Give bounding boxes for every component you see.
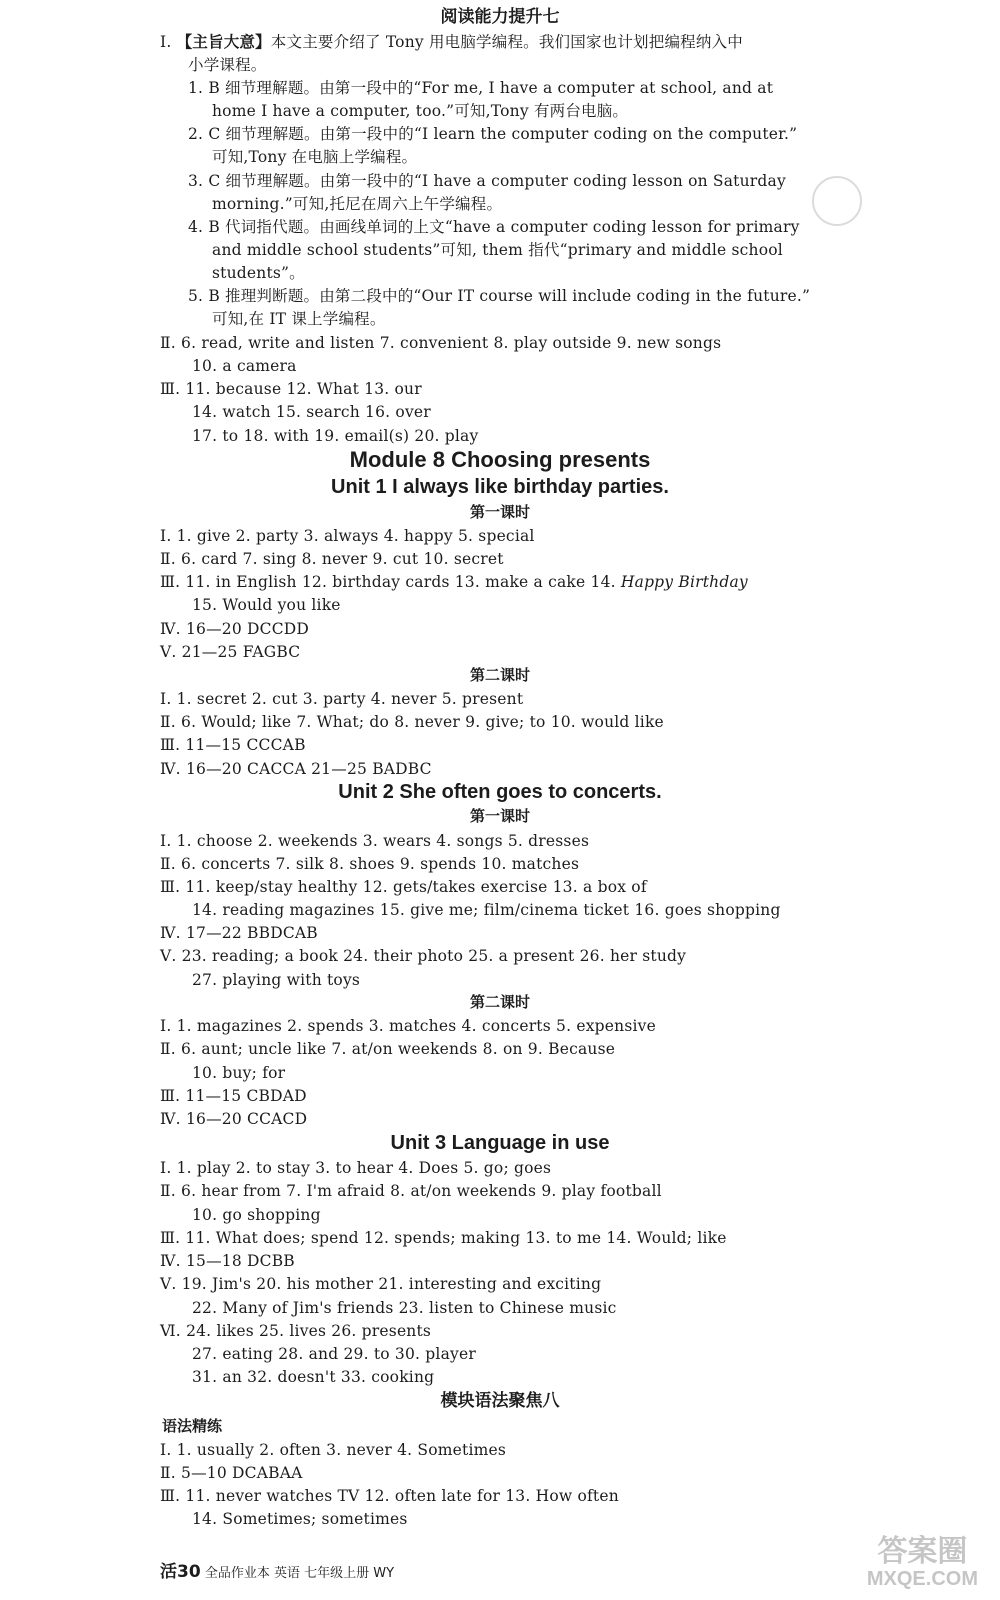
u2l1-iii-cont: 14. reading magazines 15. give me; film/cinema ticket 16. goes shopping [192, 901, 781, 919]
answers: 6. card 7. sing 8. never 9. cut 10. secret [181, 550, 504, 568]
answers: 6. Would; like 7. What; do 8. never 9. give; to 10. would like [181, 713, 664, 731]
grammar-title: 模块语法聚焦八 [440, 1391, 560, 1411]
u3-v-cont: 22. Many of Jim's friends 23. listen to Chinese music [192, 1299, 617, 1317]
u2l1-iv [160, 922, 318, 944]
answers: 1. usually 2. often 3. never 4. Sometimes [176, 1441, 507, 1459]
roman-label: Ⅲ. [160, 1087, 181, 1105]
roman-label: Ⅰ. [160, 832, 172, 850]
u2l2-ii [160, 1038, 615, 1060]
reading-q4-line3: students”。 [212, 264, 305, 282]
reading-iii [160, 378, 422, 400]
roman-label: Ⅰ. [160, 1441, 172, 1459]
reading-q4-line1: 4. B 代词指代题。由画线单词的上文“have a computer coding lesson for primary [188, 218, 800, 236]
grammar-iii [160, 1485, 619, 1507]
unit1-title: Unit 1 I always like birthday parties. [331, 476, 669, 498]
book-info: 全品作业本 英语 七年级上册 WY [204, 1566, 395, 1581]
u2l2-iv [160, 1108, 307, 1130]
answers: 16—20 CACCA 21—25 BADBC [185, 760, 432, 778]
roman-label: Ⅰ. [160, 690, 172, 708]
u1l2-iv [160, 758, 432, 780]
answers: 16—20 CCACD [185, 1110, 308, 1128]
u2l1-ii [160, 853, 579, 875]
u2l2-iii [160, 1085, 307, 1107]
u1l1-i [160, 525, 535, 547]
roman-label: Ⅲ. [160, 878, 181, 896]
u3-i [160, 1157, 551, 1179]
answers: 11. because 12. What 13. our [185, 380, 422, 398]
answers: 11. keep/stay healthy 12. gets/takes exercise 13. a box of [185, 878, 647, 896]
module-title: Module 8 Choosing presents [349, 447, 651, 472]
answers: 23. reading; a book 24. their photo 25. a present 26. her study [181, 947, 687, 965]
reading-q1-line1: 1. B 细节理解题。由第一段中的“For me, I have a computer at school, and at [188, 79, 774, 97]
unit3-title: Unit 3 Language in use [390, 1132, 610, 1154]
watermark-line2: MXQE.COM [866, 1568, 978, 1590]
unit2-lesson1-heading: 第一课时 [469, 807, 530, 825]
roman-label: Ⅲ. [160, 736, 181, 754]
u1l2-i [160, 688, 523, 710]
stamp-icon [812, 176, 862, 226]
answers: 1. choose 2. weekends 3. wears 4. songs 5. dresses [176, 832, 590, 850]
page-footer [160, 1562, 394, 1584]
roman-label: Ⅰ. [160, 1159, 172, 1177]
u2l2-i [160, 1015, 656, 1037]
u2l1-i [160, 830, 589, 852]
watermark-line1: 答案圈 [877, 1535, 968, 1568]
answer-italic: Happy Birthday [620, 573, 748, 591]
roman-label: Ⅳ. [160, 1110, 181, 1128]
u2l1-v-cont: 27. playing with toys [192, 971, 361, 989]
watermark-logo [867, 1536, 978, 1590]
reading-ii [160, 332, 721, 354]
intro-text: 本文主要介绍了 Tony 用电脑学编程。我们国家也计划把编程纳入中 [270, 33, 743, 51]
roman-label: Ⅳ. [160, 620, 181, 638]
unit1-lesson2-heading: 第二课时 [469, 666, 530, 684]
roman-label: Ⅱ. [160, 550, 176, 568]
answers: 11. never watches TV 12. often late for 13. How often [185, 1487, 619, 1505]
roman-label: Ⅰ. [160, 33, 172, 51]
intro-bracket: 【主旨大意】 [176, 32, 271, 51]
roman-label: Ⅵ. [160, 1322, 181, 1340]
answers: 5—10 DCABAA [181, 1464, 303, 1482]
u3-v [160, 1273, 601, 1295]
roman-label: Ⅱ. [160, 334, 176, 352]
reading-section-title: 阅读能力提升七 [440, 7, 560, 27]
u1l2-ii [160, 711, 664, 733]
unit1-lesson1-heading: 第一课时 [469, 503, 530, 521]
reading-q3-line2: morning.”可知,托尼在周六上午学编程。 [212, 195, 503, 213]
u2l1-iii [160, 876, 647, 898]
unit2-lesson2-heading: 第二课时 [469, 993, 530, 1011]
answers: 11. in English 12. birthday cards 13. make a cake 14. [185, 573, 616, 591]
u3-iv [160, 1250, 295, 1272]
answers: 11—15 CBDAD [185, 1087, 307, 1105]
reading-iii-cont1: 14. watch 15. search 16. over [192, 403, 431, 421]
unit2-title: Unit 2 She often goes to concerts. [338, 781, 662, 803]
u3-vi [160, 1320, 431, 1342]
u3-vi-cont1: 27. eating 28. and 29. to 30. player [192, 1345, 476, 1363]
reading-q2-line2: 可知,Tony 在电脑上学编程。 [212, 148, 418, 166]
answers: 6. aunt; uncle like 7. at/on weekends 8. on 9. Because [181, 1040, 616, 1058]
answers: 21—25 FAGBC [181, 643, 301, 661]
answers: 17—22 BBDCAB [185, 924, 318, 942]
answers: 16—20 DCCDD [185, 620, 310, 638]
u2l2-ii-cont: 10. buy; for [192, 1064, 286, 1082]
u1l1-iii [160, 571, 748, 593]
roman-label: Ⅴ. [160, 643, 177, 661]
u1l1-v [160, 641, 300, 663]
reading-q1-line2: home I have a computer, too.”可知,Tony 有两台电脑。 [212, 102, 629, 120]
roman-label: Ⅰ. [160, 527, 172, 545]
roman-label: Ⅲ. [160, 1487, 181, 1505]
roman-label: Ⅲ. [160, 573, 181, 591]
reading-intro-cont: 小学课程。 [188, 56, 267, 74]
answers: 6. hear from 7. I'm afraid 8. at/on weekends 9. play football [181, 1182, 662, 1200]
answers: 15—18 DCBB [185, 1252, 295, 1270]
roman-label: Ⅱ. [160, 855, 176, 873]
answers: 11—15 CCCAB [185, 736, 306, 754]
u1l2-iii [160, 734, 306, 756]
u3-ii [160, 1180, 662, 1202]
roman-label: Ⅱ. [160, 1040, 176, 1058]
u1l1-iii-cont: 15. Would you like [192, 596, 341, 614]
roman-label: Ⅳ. [160, 760, 181, 778]
reading-q5-line1: 5. B 推理判断题。由第二段中的“Our IT course will include coding in the future.” [188, 287, 811, 305]
reading-q3-line1: 3. C 细节理解题。由第一段中的“I have a computer coding lesson on Saturday [188, 172, 786, 190]
answers: 1. give 2. party 3. always 4. happy 5. special [176, 527, 535, 545]
roman-label: Ⅲ. [160, 380, 181, 398]
grammar-ii [160, 1462, 303, 1484]
answers: 6. concerts 7. silk 8. shoes 9. spends 10. matches [181, 855, 580, 873]
reading-ii-cont: 10. a camera [192, 357, 297, 375]
page-number: 活30 [160, 1562, 201, 1582]
roman-label: Ⅳ. [160, 1252, 181, 1270]
roman-label: Ⅱ. [160, 713, 176, 731]
roman-label: Ⅱ. [160, 1464, 176, 1482]
answers: 19. Jim's 20. his mother 21. interesting and exciting [181, 1275, 602, 1293]
reading-iii-cont2: 17. to 18. with 19. email(s) 20. play [192, 427, 479, 445]
roman-label: Ⅰ. [160, 1017, 172, 1035]
u3-ii-cont: 10. go shopping [192, 1206, 321, 1224]
grammar-i [160, 1439, 506, 1461]
grammar-iii-cont: 14. Sometimes; sometimes [192, 1510, 408, 1528]
answers: 6. read, write and listen 7. convenient 8. play outside 9. new songs [181, 334, 722, 352]
u3-iii [160, 1227, 727, 1249]
u2l1-v [160, 945, 686, 967]
roman-label: Ⅴ. [160, 947, 177, 965]
answers: 1. magazines 2. spends 3. matches 4. concerts 5. expensive [176, 1017, 656, 1035]
answers: 24. likes 25. lives 26. presents [186, 1322, 432, 1340]
roman-label: Ⅳ. [160, 924, 181, 942]
reading-q4-line2: and middle school students”可知, them 指代“primary and middle school [212, 241, 783, 259]
u1l1-ii [160, 548, 504, 570]
answers: 1. secret 2. cut 3. party 4. never 5. present [176, 690, 524, 708]
reading-q5-line2: 可知,在 IT 课上学编程。 [212, 310, 386, 328]
grammar-subtitle: 语法精练 [162, 1417, 223, 1435]
roman-label: Ⅱ. [160, 1182, 176, 1200]
answers: 11. What does; spend 12. spends; making 13. to me 14. Would; like [185, 1229, 727, 1247]
roman-label: Ⅴ. [160, 1275, 177, 1293]
u1l1-iv [160, 618, 309, 640]
u3-vi-cont2: 31. an 32. doesn't 33. cooking [192, 1368, 435, 1386]
answers: 1. play 2. to stay 3. to hear 4. Does 5. go; goes [176, 1159, 552, 1177]
reading-q2-line1: 2. C 细节理解题。由第一段中的“I learn the computer coding on the computer.” [188, 125, 798, 143]
roman-label: Ⅲ. [160, 1229, 181, 1247]
reading-intro [160, 31, 743, 53]
